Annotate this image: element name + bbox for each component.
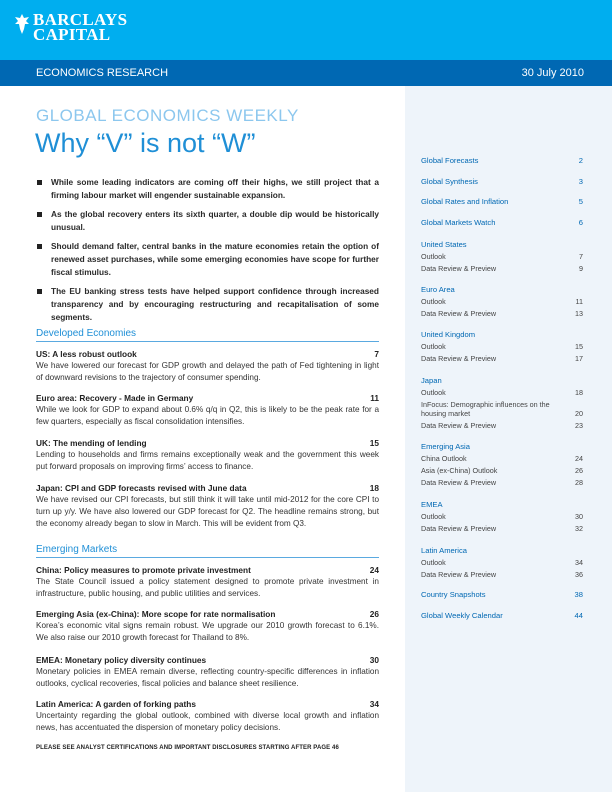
toc-group-emea: EMEA Outlook 30 Data Review & Preview 32 bbox=[421, 500, 583, 533]
key-point: As the global recovery enters its sixth quarter, a double dip would be historically unusual. bbox=[36, 208, 379, 234]
article-uk bbox=[36, 437, 379, 473]
toc-item[interactable]: Data Review & Preview 36 bbox=[421, 570, 583, 579]
toc-item[interactable]: Outlook 18 bbox=[421, 388, 583, 397]
department-label: ECONOMICS RESEARCH bbox=[36, 67, 169, 79]
article-title: Japan: CPI and GDP forecasts revised with June data bbox=[36, 483, 247, 493]
article-summary: While we look for GDP to expand about 0.6% q/q in Q2, this is likely to be the peak rate for a few quarters, especially as fiscal consolidation intensifies. bbox=[36, 405, 379, 426]
article-title: US: A less robust outlook bbox=[36, 349, 137, 359]
toc-item[interactable]: Data Review & Preview 28 bbox=[421, 478, 583, 487]
toc-item[interactable]: Outlook 30 bbox=[421, 512, 583, 521]
section-heading-emerging: Emerging Markets bbox=[36, 544, 379, 558]
article-page: 24 bbox=[369, 565, 379, 575]
article-us bbox=[36, 348, 379, 384]
toc-item[interactable]: Data Review & Preview 17 bbox=[421, 354, 583, 363]
toc-item[interactable]: Outlook 11 bbox=[421, 297, 583, 306]
article-title: EMEA: Monetary policy diversity continues bbox=[36, 655, 207, 665]
article-page: 18 bbox=[369, 483, 379, 493]
disclosure-notice: PLEASE SEE ANALYST CERTIFICATIONS AND IMPORTANT DISCLOSURES STARTING AFTER PAGE 46 bbox=[36, 745, 339, 751]
key-point: Should demand falter, central banks in the mature economies retain the option of renewed asset purchases, while some emerging economies have scope for further fiscal stimulus. bbox=[36, 240, 379, 279]
toc-item[interactable]: China Outlook 24 bbox=[421, 454, 583, 463]
article-title: Euro area: Recovery - Made in Germany bbox=[36, 393, 194, 403]
publication-name: GLOBAL ECONOMICS WEEKLY bbox=[36, 106, 299, 125]
toc-group-japan: Japan Outlook 18 InFocus: Demographic influences on the housing market 20 Data Review & Preview 23 bbox=[421, 376, 583, 430]
toc-global-weekly-calendar[interactable]: Global Weekly Calendar 44 bbox=[421, 611, 583, 620]
bullet-square-icon bbox=[37, 244, 42, 249]
toc-group-latin-america: Latin America Outlook 34 Data Review & Preview 36 bbox=[421, 546, 583, 579]
toc-global-forecasts[interactable]: Global Forecasts 2 bbox=[421, 156, 583, 165]
toc-item[interactable]: Data Review & Preview 9 bbox=[421, 264, 583, 273]
article-emerging-asia bbox=[36, 608, 379, 644]
header-bar bbox=[0, 60, 612, 86]
toc-global-rates-inflation[interactable]: Global Rates and Inflation 5 bbox=[421, 197, 583, 206]
article-summary: The State Council issued a policy statement designed to promote private investment in infrastructure, public housing, and public utilities and services. bbox=[36, 577, 379, 598]
key-point: While some leading indicators are coming off their highs, we still project that a firming labour market will engender sustainable expansion. bbox=[36, 176, 379, 202]
article-summary: We have revised our CPI forecasts, but still think it will take until mid-2012 for the core CPI to turn up y/y. We have also lowered our GDP forecast for Q2. The headline remains strong, but the economy already began to slow in March. This will be evident from Q3. bbox=[36, 495, 379, 528]
article-euro-area bbox=[36, 392, 379, 428]
article-title: Latin America: A garden of forking paths bbox=[36, 699, 196, 709]
toc-item[interactable]: Outlook 7 bbox=[421, 252, 583, 261]
toc-group-united-kingdom: United Kingdom Outlook 15 Data Review & Preview 17 bbox=[421, 330, 583, 363]
article-page: 34 bbox=[369, 699, 379, 709]
article-title: China: Policy measures to promote private investment bbox=[36, 565, 251, 575]
toc-item[interactable]: Data Review & Preview 13 bbox=[421, 309, 583, 318]
bullet-square-icon bbox=[37, 180, 42, 185]
toc-item[interactable]: Data Review & Preview 32 bbox=[421, 524, 583, 533]
toc-item[interactable]: Outlook 15 bbox=[421, 342, 583, 351]
eagle-icon bbox=[14, 13, 30, 35]
article-summary: Lending to households and firms remains exceptionally weak and the government this week put forward proposals on improving firms’ access to finance. bbox=[36, 450, 379, 471]
toc-group-euro-area: Euro Area Outlook 11 Data Review & Preview 13 bbox=[421, 285, 583, 318]
article-title: UK: The mending of lending bbox=[36, 438, 147, 448]
article-summary: Korea’s economic vital signs remain robust. We upgrade our 2010 growth forecast to 6.1%. We also raise our 2010 growth forecast for Thailand to 8%. bbox=[36, 621, 379, 642]
article-page: 30 bbox=[369, 655, 379, 665]
toc-global-markets-watch[interactable]: Global Markets Watch 6 bbox=[421, 218, 583, 227]
toc-item[interactable]: Asia (ex-China) Outlook 26 bbox=[421, 466, 583, 475]
article-japan bbox=[36, 482, 379, 530]
article-summary: Monetary policies in EMEA remain diverse, reflecting country-specific differences in inflation outlooks, cyclical recoveries, fiscal policies and balance sheet resilience. bbox=[36, 667, 379, 688]
article-summary: Uncertainty regarding the global outlook, combined with diverse local growth and inflation news, has accentuated the dispersion of monetary policy decisions. bbox=[36, 711, 379, 732]
article-latin-america bbox=[36, 698, 379, 734]
contents-sidebar bbox=[405, 86, 612, 792]
section-heading-developed: Developed Economies bbox=[36, 328, 379, 342]
key-point: The EU banking stress tests have helped support confidence through increased transparency and by encouraging restructuring and recapitalisation of some segments. bbox=[36, 285, 379, 324]
toc-item[interactable]: Data Review & Preview 23 bbox=[421, 421, 583, 430]
logo-line-1: BARCLAYS bbox=[33, 10, 128, 29]
toc-country-snapshots[interactable]: Country Snapshots 38 bbox=[421, 590, 583, 599]
toc-group-united-states: United States Outlook 7 Data Review & Preview 9 bbox=[421, 240, 583, 273]
toc-item[interactable]: InFocus: Demographic influences on the housing market 20 bbox=[421, 400, 583, 418]
article-china bbox=[36, 564, 379, 600]
toc-global-synthesis[interactable]: Global Synthesis 3 bbox=[421, 177, 583, 186]
toc-group-emerging-asia: Emerging Asia China Outlook 24 Asia (ex-China) Outlook 26 Data Review & Preview 28 bbox=[421, 442, 583, 487]
toc-item[interactable]: Outlook 34 bbox=[421, 558, 583, 567]
article-page: 15 bbox=[369, 438, 379, 448]
masthead bbox=[0, 0, 612, 60]
bullet-square-icon bbox=[37, 212, 42, 217]
logo-line-2: CAPITAL bbox=[33, 25, 111, 44]
article-page: 11 bbox=[370, 393, 379, 403]
key-points bbox=[36, 176, 379, 330]
article-page: 26 bbox=[369, 609, 379, 619]
bullet-square-icon bbox=[37, 289, 42, 294]
article-emea bbox=[36, 654, 379, 690]
article-title: Emerging Asia (ex-China): More scope for rate normalisation bbox=[36, 609, 276, 619]
barclays-capital-logo bbox=[14, 12, 127, 42]
page-title: Why “V” is not “W” bbox=[35, 128, 256, 158]
publication-date: 30 July 2010 bbox=[521, 67, 584, 79]
article-page: 7 bbox=[374, 349, 379, 359]
article-summary: We have lowered our forecast for GDP growth and delayed the path of Fed tightening in light of downward revisions to the trajectory of consumer spending. bbox=[36, 361, 379, 382]
